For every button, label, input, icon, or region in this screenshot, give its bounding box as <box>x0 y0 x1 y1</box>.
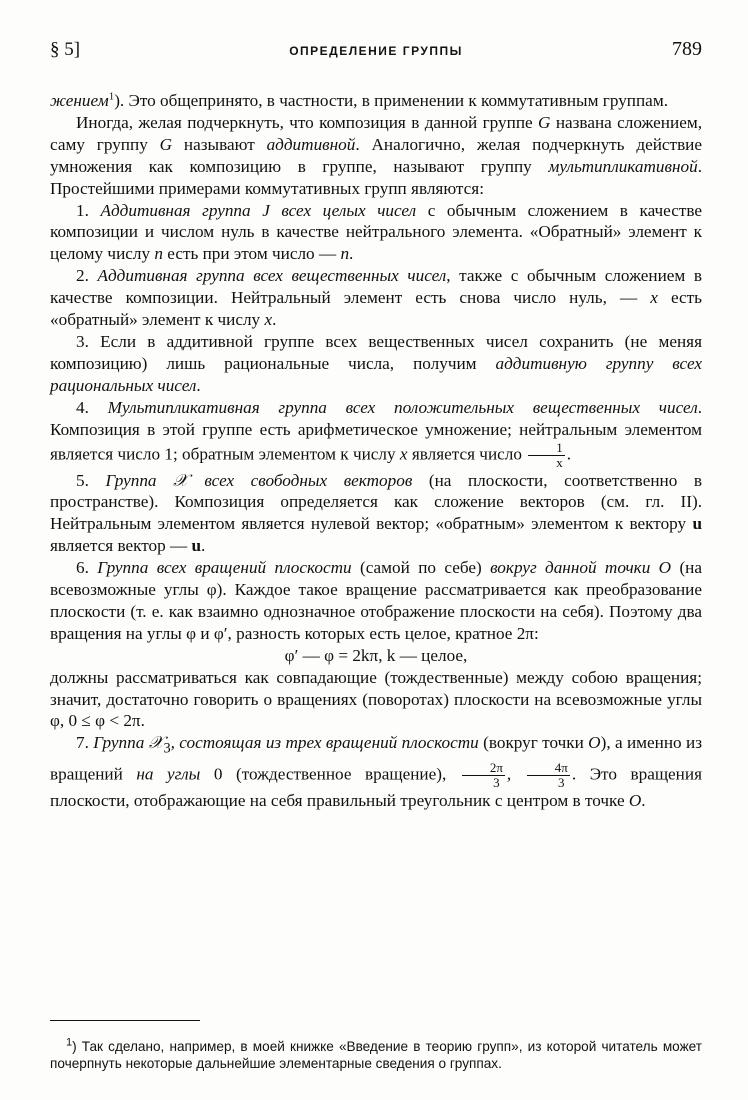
text-run: x <box>264 310 273 330</box>
text-run: x <box>650 288 658 308</box>
text-run: . Простейшими примерами коммутативных групп являются: <box>50 156 702 198</box>
text-run: x <box>399 443 408 463</box>
text-run: на углы <box>136 764 201 784</box>
text-run: жением <box>50 91 109 110</box>
paragraph <box>50 732 702 811</box>
text-run: φ′ — φ = 2kπ, k — целое, <box>284 645 468 665</box>
fraction-numerator: 1 <box>528 441 565 456</box>
running-title: ОПРЕДЕЛЕНИЕ ГРУППЫ <box>289 44 463 58</box>
text-run: есть при этом число — <box>162 244 341 264</box>
footnote-ref: 1 <box>108 90 115 103</box>
text-run: Аддитивная группа J всех целых чисел <box>100 200 417 220</box>
text-run: , <box>506 764 525 784</box>
text-run: . <box>349 244 354 264</box>
text-run: ) Так сделано, например, в моей книжке «Введение в теорию групп», из которой читатель может почерпнуть некоторые дальнейшие элементарные сведения о группах. <box>50 1039 702 1071</box>
text-run: Мультипликативная группа всех положительных вещественных чисел <box>107 397 698 417</box>
text-run: n <box>340 244 350 264</box>
text-run: u <box>191 536 202 556</box>
text-run: . <box>272 310 277 330</box>
text-run: . <box>196 375 201 395</box>
fraction-denominator: x <box>556 454 563 470</box>
fraction <box>462 761 505 790</box>
text-run: 7. <box>76 733 94 753</box>
footnote-ref: 1 <box>66 1036 73 1049</box>
text-run: 0 (тождественное вращение), <box>200 764 460 784</box>
text-run: Иногда, желая подчеркнуть, что композиция в данной группе <box>76 112 539 132</box>
text-run: (на плоскости, соответственно в пространстве). Композиция определяется как сложение векторов (см. гл. II). Нейтральным элементом является нулевой вектор; «обратным» элементом к вектору <box>50 470 702 534</box>
text-run: . <box>201 536 206 556</box>
text-run: аддитивной <box>266 134 356 154</box>
text-run: O <box>588 733 601 753</box>
text-run: с обычным сложением в качестве композиции и числом нуль в качестве нейтрального элемента. «Обратный» элемент к целому числу <box>50 200 703 264</box>
text-run: O <box>628 790 642 810</box>
text-run: 5. <box>76 470 106 490</box>
text-run: n <box>154 244 163 264</box>
footnote-rule <box>50 1020 200 1021</box>
text-run: вокруг данной точки O <box>490 558 672 578</box>
text-run: Аддитивная группа всех вещественных чисел <box>97 266 447 286</box>
text-run: Группа всех вращений плоскости <box>97 558 352 578</box>
text-run: 6. <box>76 558 98 578</box>
fraction-denominator: 3 <box>558 774 565 790</box>
footnote <box>50 1038 702 1072</box>
paragraph <box>50 470 702 558</box>
paragraph <box>50 90 702 112</box>
paragraph <box>50 397 702 470</box>
paragraph <box>50 112 702 200</box>
running-header <box>50 38 702 68</box>
text-run: Группа 𝒳 всех свободных векторов <box>105 470 413 490</box>
paragraph <box>50 265 702 331</box>
text-run: . <box>641 790 646 810</box>
text-run: Группа 𝒳 <box>93 733 164 753</box>
text-run: есть «обратный» элемент к числу <box>50 288 702 330</box>
text-run: , также с обычным сложением в качестве композиции. Нейтральный элемент есть снова число нуль, — <box>50 266 702 308</box>
text-run: . Аналогично, желая подчеркнуть действие умножения как композицию в группе, называют группу <box>50 134 703 176</box>
fraction <box>527 761 570 790</box>
formula <box>50 645 702 667</box>
text-run: (на всевозможные углы φ). Каждое такое вращение рассматривается как преобразование плоскости (т. е. как взаимно однозначное отображение плоскости на себя). Поэтому два вращения на углы φ и φ′, разность которых есть целое, кратное 2π: <box>50 558 702 643</box>
text-run: мультипликативной <box>548 156 698 176</box>
paragraph <box>50 331 702 397</box>
page-number: 789 <box>671 38 702 60</box>
text-run: аддитивную группу всех рациональных чисел <box>50 353 702 395</box>
main-text <box>50 90 702 812</box>
text-run: G <box>538 112 551 132</box>
text-run: названа сложением, саму группу <box>50 112 702 154</box>
text-run: (самой по себе) <box>351 558 491 578</box>
fraction-numerator: 4π <box>527 761 570 776</box>
text-run: (вокруг точки <box>478 733 589 753</box>
text-run: , состоящая из трех вращений плоскости <box>170 733 479 753</box>
text-run: 3. Если в аддитивной группе всех вещественных чисел сохранить (не меняя композицию) лишь рациональные числа, получим <box>50 331 702 373</box>
book-page <box>50 38 703 1071</box>
section-marker: § 5] <box>50 39 81 60</box>
footnote-text <box>50 1038 702 1072</box>
text-run: называют <box>172 134 267 154</box>
text-run: ), а именно из вращений <box>50 733 702 784</box>
text-run: ). Это общепринято, в частности, в применении к коммутативным группам. <box>114 91 668 110</box>
text-run: 1. <box>76 200 101 220</box>
text-run: 2. <box>76 266 98 286</box>
text-run: . Это вращения плоскости, отображающие на себя правильный треугольник с центром в точке <box>50 764 702 810</box>
text-run: должны рассматриваться как совпадающие (тождественные) между собою вращения; значит, достаточно говорить о вращениях (поворотах) плоскости на всевозможные углы φ, 0 ≤ φ < 2π. <box>50 667 702 731</box>
text-run: является вектор — <box>50 536 192 556</box>
fraction-numerator: 2π <box>462 761 505 776</box>
subscript: 3 <box>163 740 171 757</box>
text-run: u <box>692 514 702 534</box>
text-run: 4. <box>76 397 108 417</box>
text-run: является число <box>407 443 527 463</box>
fraction-denominator: 3 <box>493 774 500 790</box>
text-run: . <box>566 443 572 463</box>
text-run: . Композиция в этой группе есть арифметическое умножение; нейтральным элементом является число 1; обратным элементом к числу <box>50 397 702 463</box>
paragraph <box>50 200 702 266</box>
paragraph <box>50 667 702 733</box>
text-run: G <box>159 134 173 154</box>
paragraph <box>50 557 702 645</box>
fraction <box>528 441 565 470</box>
